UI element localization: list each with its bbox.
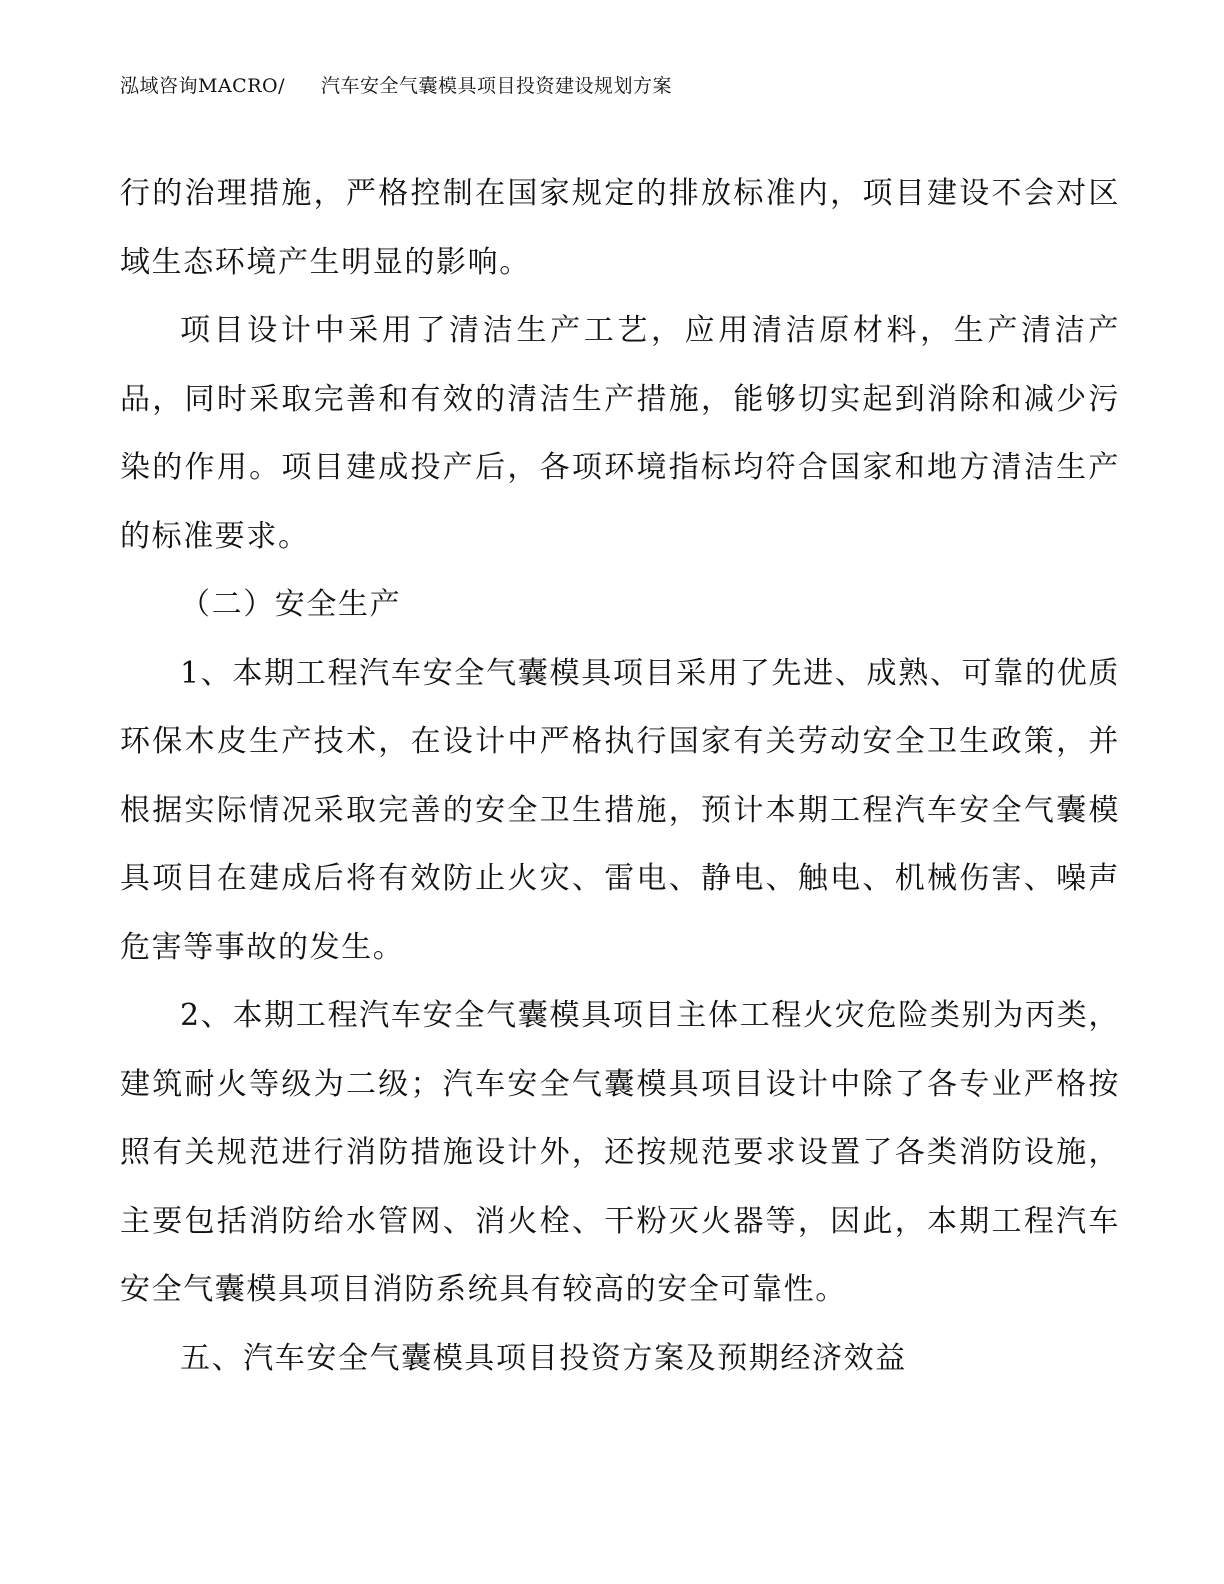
body-text (120, 160, 1120, 1393)
paragraph-safety-item-1: 1、本期工程汽车安全气囊模具项目采用了先进、成熟、可靠的优质环保木皮生产技术，在设计中严格执行国家有关劳动安全卫生政策，并根据实际情况采取完善的安全卫生措施，预计本期工程汽车安全气囊模具项目在建成后将有效防止火灾、雷电、静电、触电、机械伤害、噪声危害等事故的发生。 (120, 655, 1120, 965)
running-header (120, 72, 672, 100)
paragraph-safety-item-2: 2、本期工程汽车安全气囊模具项目主体工程火灾危险类别为丙类，建筑耐火等级为二级；汽车安全气囊模具项目设计中除了各专业严格按照有关规范进行消防措施设计外，还按规范要求设置了各类消防设施，主要包括消防给水管网、消火栓、干粉灭火器等，因此，本期工程汽车安全气囊模具项目消防系统具有较高的安全可靠性。 (120, 998, 1120, 1307)
header-document-title: 汽车安全气囊模具项目投资建设规划方案 (321, 75, 673, 97)
paragraph-environment-continuation: 行的治理措施，严格控制在国家规定的排放标准内，项目建设不会对区域生态环境产生明显的影响。 (120, 176, 1120, 280)
header-company: 泓域咨询MACRO/ (120, 75, 285, 97)
section-heading-safety: （二）安全生产 (180, 587, 402, 622)
section-heading-investment: 五、汽车安全气囊模具项目投资方案及预期经济效益 (180, 1340, 907, 1376)
paragraph-clean-production: 项目设计中采用了清洁生产工艺，应用清洁原材料，生产清洁产品，同时采取完善和有效的清洁生产措施，能够切实起到消除和减少污染的作用。项目建成投产后，各项环境指标均符合国家和地方清洁生产的标准要求。 (120, 313, 1120, 554)
